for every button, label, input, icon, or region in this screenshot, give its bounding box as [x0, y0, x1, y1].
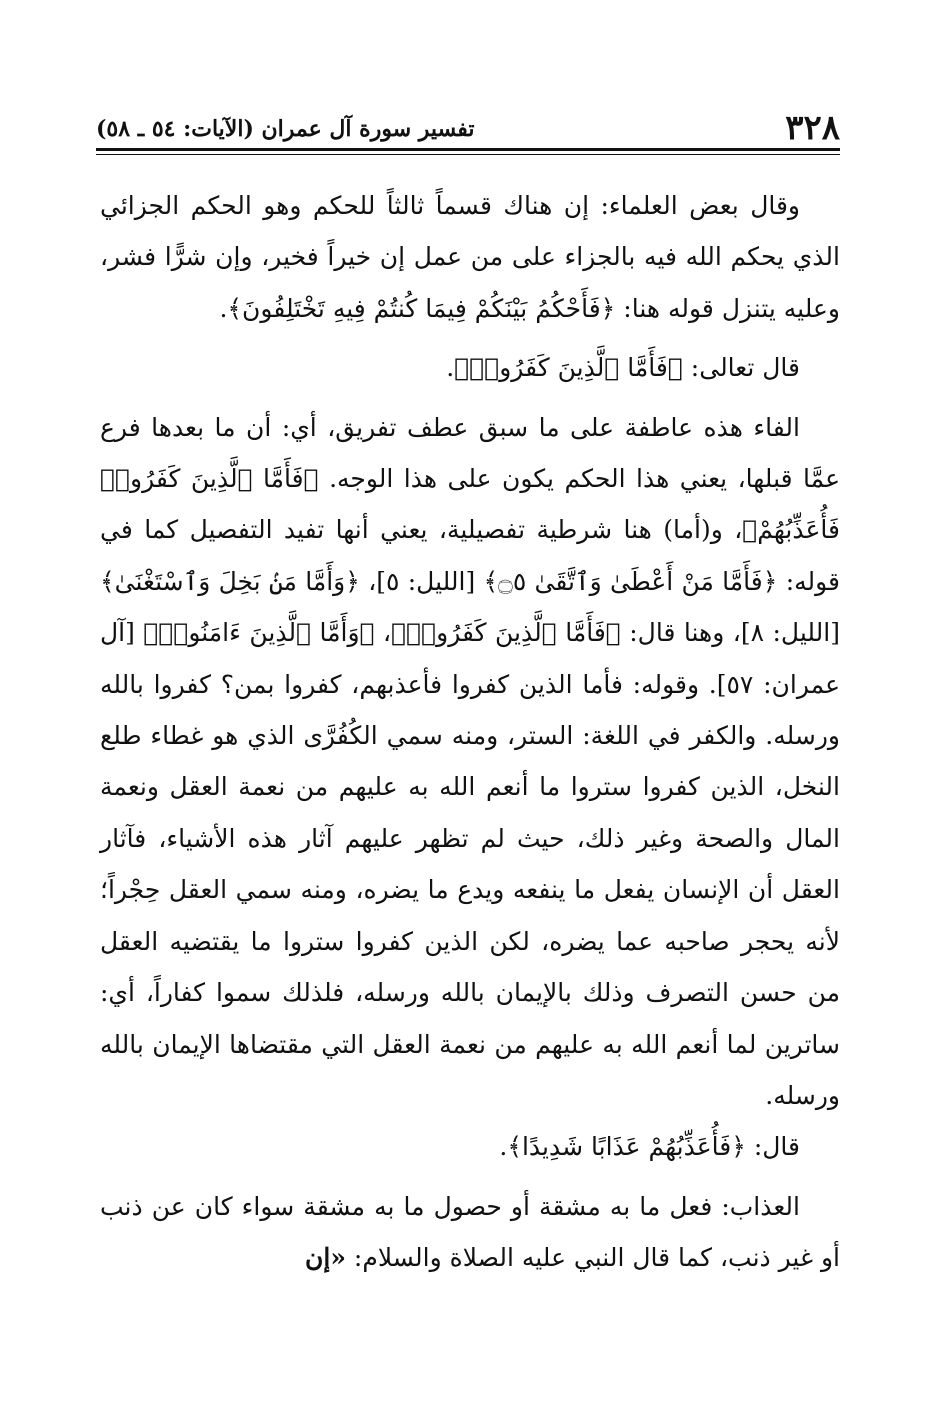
quran-verse: ﴿فَأَحْكُمُ بَيْنَكُمْ فِيمَا كُنتُمْ فِيهِ تَخْتَلِفُونَ﴾ — [227, 293, 616, 323]
text-segment: قال: — [745, 1132, 800, 1162]
paragraph — [100, 1181, 840, 1284]
quran-verse: ﴿وَأَمَّا مَنۢ بَخِلَ وَٱسْتَغْنَىٰ﴾ — [100, 566, 360, 596]
paragraph — [100, 1121, 840, 1172]
header-rule-thick — [96, 148, 840, 151]
header-rule-thin — [96, 154, 840, 155]
quran-verse: ﴿وَأَمَّا ٱلَّذِينَ ءَامَنُوا۟﴾ — [143, 618, 375, 648]
text-segment: العذاب: فعل ما به مشقة أو حصول ما به مشقة سواء كان عن ذنب أو غير ذنب، كما قال النبي عليه الصلاة والسلام: — [100, 1191, 840, 1273]
text-segment: ، — [374, 618, 392, 648]
text-segment: [الليل: ٥]، — [359, 566, 484, 596]
text-segment: وقال بعض العلماء: إن هناك قسماً ثالثاً للحكم وهو الحكم الجزائي الذي يحكم الله فيه بالجزاء على من عمل إن خيراً فخير، وإن شرًّا فشر، وعليه يتنزل قوله هنا: — [100, 191, 840, 323]
page-number: ٣٢٨ — [785, 108, 840, 148]
text-segment: [آل عمران: ٥٧]. وقوله: فأما الذين كفروا فأعذبهم، كفروا بمن؟ كفروا بالله ورسله. والكفر في اللغة: الستر، ومنه سمي الكُفُرَّى الذي هو غطاء طلع النخل، الذين كفروا ستروا ما أنعم الله به عليهم من نعمة العقل ونعمة المال والصحة وغير ذلك، حيث لم تظهر عليهم آثار هذه الأشياء، فآثار العقل أن الإنسان يفعل ما ينفعه ويدع ما يضره، ومنه سمي العقل حِجْراً؛ لأنه يحجر صاحبه عما يضره، لكن الذين كفروا ستروا ما يقتضيه العقل من حسن التصرف وذلك بالإيمان بالله ورسله، فلذلك سموا كفاراً، أي: ساترين لما أنعم الله به عليهم من نعمة العقل التي مقتضاها الإيمان بالله ورسله. — [100, 618, 840, 1110]
text-segment: [الليل: ٨]، وهنا قال: — [620, 618, 840, 648]
quran-verse: ﴿فَأُعَذِّبُهُمْ عَذَابًا شَدِيدًا﴾ — [507, 1132, 746, 1162]
quran-verse: ﴿فَأَمَّا ٱلَّذِينَ كَفَرُوا۟﴾ — [454, 353, 683, 383]
quran-verse: ﴿فَأَمَّا مَنْ أَعْطَىٰ وَٱتَّقَىٰ ۝٥﴾ — [483, 566, 778, 596]
paragraph — [100, 402, 840, 1122]
quran-verse: ﴿فَأَمَّا ٱلَّذِينَ كَفَرُوا۟ فَأُعَذِّبُهُمْ﴾ — [100, 464, 840, 545]
text-segment: . — [219, 293, 228, 323]
quran-verse: ﴿فَأَمَّا ٱلَّذِينَ كَفَرُوا۟﴾ — [391, 618, 621, 648]
body-text — [100, 180, 840, 1284]
text-segment: ، و(أما) هنا شرطية تفصيلية، يعني أنها تفيد التفصيل كما في قوله: — [100, 515, 840, 596]
text-segment: . — [499, 1132, 508, 1162]
paragraph — [100, 180, 840, 334]
hadith-quote: «إن — [305, 1243, 346, 1273]
running-title: تفسير سورة آل عمران (الآيات: ٥٤ ـ ٥٨) — [96, 116, 475, 142]
text-segment: . — [446, 353, 455, 383]
paragraph — [100, 342, 840, 393]
text-segment: قال تعالى: — [682, 353, 800, 383]
page-header — [96, 108, 840, 148]
text-segment: الفاء هذه عاطفة على ما سبق عطف تفريق، أي: أن ما بعدها فرع عمَّا قبلها، يعني هذا الحكم يكون على هذا الوجه. — [100, 412, 841, 494]
